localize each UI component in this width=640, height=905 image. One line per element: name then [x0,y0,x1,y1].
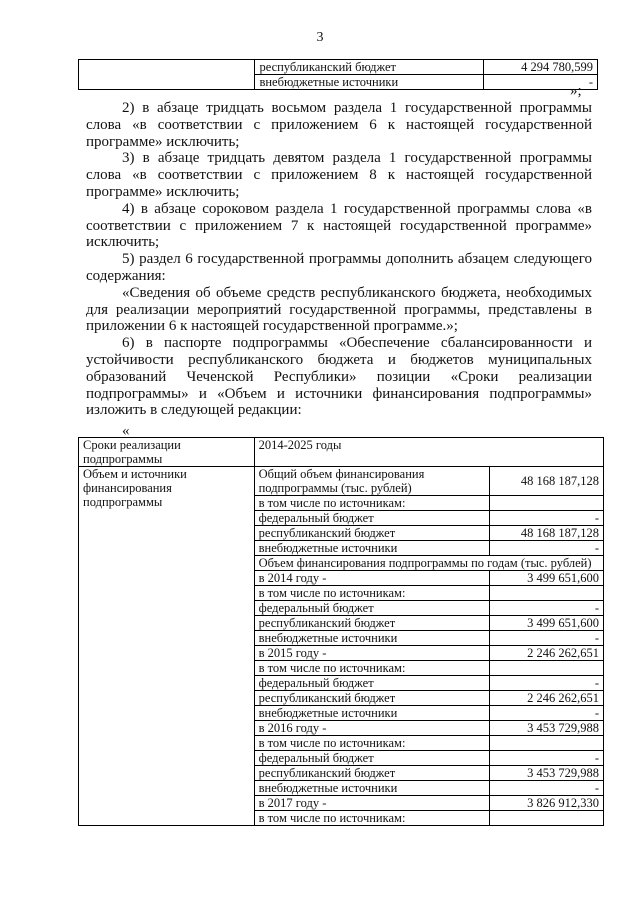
paragraph: 2) в абзаце тридцать восьмом раздела 1 государственной программы слова «в соответствии с приложением 6 к настоящей государственной программе» исключить; [86,100,592,150]
federal-label: федеральный бюджет [254,676,489,691]
source-value: 4 294 780,599 [483,60,597,75]
incl-label: в том числе по источникам: [254,736,489,751]
offbudget-value: - [489,541,603,556]
federal-label: федеральный бюджет [254,511,489,526]
paragraph: 6) в паспорте подпрограммы «Обеспечение сбалансированности и устойчивости республиканского бюджета и бюджетов муниципальных образований Чеченской Республики» позиции «Сроки реализации подпрограммы» и «Объем и источники финансирования подпрограммы» изложить в следующей редакции: [86,335,592,419]
term-label: Сроки реализации подпрограммы [79,438,255,467]
year-value: 3 453 729,988 [489,721,603,736]
amendment-text [86,100,592,419]
table-row [79,60,598,75]
year-value: 3 826 912,330 [489,796,603,811]
closing-quote: »; [570,83,582,99]
republic-label: республиканский бюджет [254,766,489,781]
federal-label: федеральный бюджет [254,601,489,616]
republic-value: 48 168 187,128 [489,526,603,541]
total-label: Общий объем финансирования подпрограммы (тыс. рублей) [254,467,489,496]
incl-label: в том числе по источникам: [254,496,489,511]
source-value: - [483,75,597,90]
total-value: 48 168 187,128 [489,467,603,496]
republic-label: республиканский бюджет [254,691,489,706]
offbudget-value: - [489,781,603,796]
opening-quote: « [122,423,130,439]
federal-value: - [489,601,603,616]
offbudget-value: - [489,631,603,646]
republic-label: республиканский бюджет [254,616,489,631]
table-row [79,467,604,496]
year-label: в 2016 году - [254,721,489,736]
republic-value: 3 499 651,600 [489,616,603,631]
subprogram-passport-table [78,437,604,826]
offbudget-label: внебюджетные источники [254,631,489,646]
year-value: 3 499 651,600 [489,571,603,586]
paragraph: 4) в абзаце сороковом раздела 1 государственной программы слова «в соответствии с приложением 7 к настоящей государственной программе» исключить; [86,200,592,251]
federal-value: - [489,511,603,526]
federal-value: - [489,676,603,691]
republic-value: 3 453 729,988 [489,766,603,781]
year-value: 2 246 262,651 [489,646,603,661]
republic-label: республиканский бюджет [254,526,489,541]
top-funding-table [78,59,598,90]
offbudget-value: - [489,706,603,721]
paragraph: «Сведения об объеме средств республиканского бюджета, необходимых для реализации мероприятий государственной программы, представлены в приложении 6 к настоящей государственной программе.»; [86,284,592,335]
year-label: в 2017 году - [254,796,489,811]
paragraph: 3) в абзаце тридцать девятом раздела 1 государственной программы слова «в соответствии с приложением 8 к настоящей государственной программе» исключить; [86,150,592,200]
offbudget-label: внебюджетные источники [254,541,489,556]
federal-value: - [489,751,603,766]
finance-label: Объем и источники финансирования подпрограммы [79,467,255,826]
year-label: в 2014 году - [254,571,489,586]
table-row [79,438,604,467]
source-label: республиканский бюджет [255,60,483,75]
offbudget-label: внебюджетные источники [254,706,489,721]
incl-label: в том числе по источникам: [254,586,489,601]
federal-label: федеральный бюджет [254,751,489,766]
term-value: 2014-2025 годы [254,438,603,467]
paragraph: 5) раздел 6 государственной программы дополнить абзацем следующего содержания: [86,251,592,284]
year-label: в 2015 году - [254,646,489,661]
republic-value: 2 246 262,651 [489,691,603,706]
incl-label: в том числе по источникам: [254,661,489,676]
by-year-label: Объем финансирования подпрограммы по годам (тыс. рублей) [254,556,603,571]
page-number: 3 [316,30,324,45]
incl-label: в том числе по источникам: [254,811,489,826]
source-label: внебюджетные источники [255,75,483,90]
offbudget-label: внебюджетные источники [254,781,489,796]
